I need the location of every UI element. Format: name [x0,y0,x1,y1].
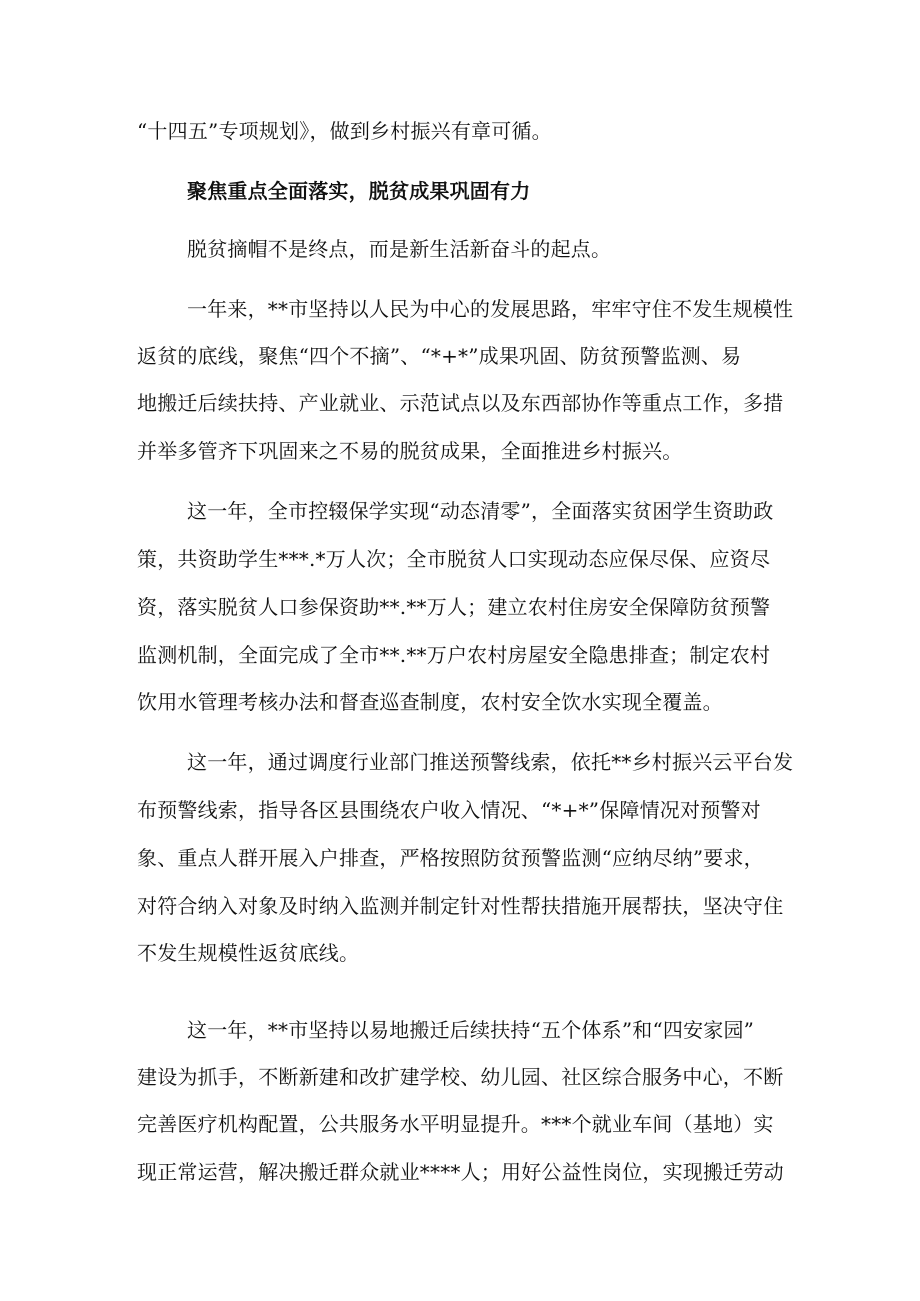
paragraph-line: 对符合纳入对象及时纳入监测并制定针对性帮扶措施开展帮扶，坚决守住 [137,894,784,918]
paragraph-line: 象、重点人群开展入户排查，严格按照防贫预警监测“应纳尽纳”要求， [137,846,764,870]
paragraph-line: 并举多管齐下巩固来之不易的脱贫成果，全面推进乡村振兴。 [137,439,683,463]
paragraph-line: 资，落实脱贫人口参保资助**.**万人；建立农村住房安全保障防贫预警 [137,595,771,619]
paragraph-line: 这一年，**市坚持以易地搬迁后续扶持“五个体系”和“四安家园” [187,1018,755,1042]
paragraph-line: 监测机制，全面完成了全市**.**万户农村房屋安全隐患排查；制定农村 [137,643,771,667]
paragraph-line: 返贫的底线，聚焦“四个不摘”、“*+*”成果巩固、防贫预警监测、易 [137,344,742,368]
paragraph-line: 一年来，**市坚持以人民为中心的发展思路，牢牢守住不发生规模性 [187,297,794,321]
paragraph-line: 策，共资助学生***.*万人次；全市脱贫人口实现动态应保尽保、应资尽 [137,547,771,571]
paragraph-line: 不发生规模性返贫底线。 [137,941,360,965]
paragraph-line: 地搬迁后续扶持、产业就业、示范试点以及东西部协作等重点工作，多措 [137,391,784,415]
paragraph-line: 布预警线索，指导各区县围绕农户收入情况、“*+*”保障情况对预警对 [137,798,761,822]
paragraph-line: 饮用水管理考核办法和督查巡查制度，农村安全饮水实现全覆盖。 [137,690,723,714]
paragraph-line: 现正常运营，解决搬迁群众就业****人；用好公益性岗位，实现搬迁劳动 [137,1160,784,1184]
paragraph-line: 这一年，通过调度行业部门推送预警线索，依托**乡村振兴云平台发 [187,750,794,774]
paragraph-line: 完善医疗机构配置，公共服务水平明显提升。***个就业车间（基地）实 [137,1112,774,1136]
section-heading: 聚焦重点全面落实，脱贫成果巩固有力 [187,179,531,203]
paragraph-line: 这一年，全市控辍保学实现“动态清零”，全面落实贫困学生资助政 [187,499,774,523]
paragraph-line: 脱贫摘帽不是终点，而是新生活新奋斗的起点。 [187,237,612,261]
paragraph-line: 建设为抓手，不断新建和改扩建学校、幼儿园、社区综合服务中心，不断 [137,1065,784,1089]
paragraph-continuation: “十四五”专项规划》，做到乡村振兴有章可循。 [137,119,552,143]
